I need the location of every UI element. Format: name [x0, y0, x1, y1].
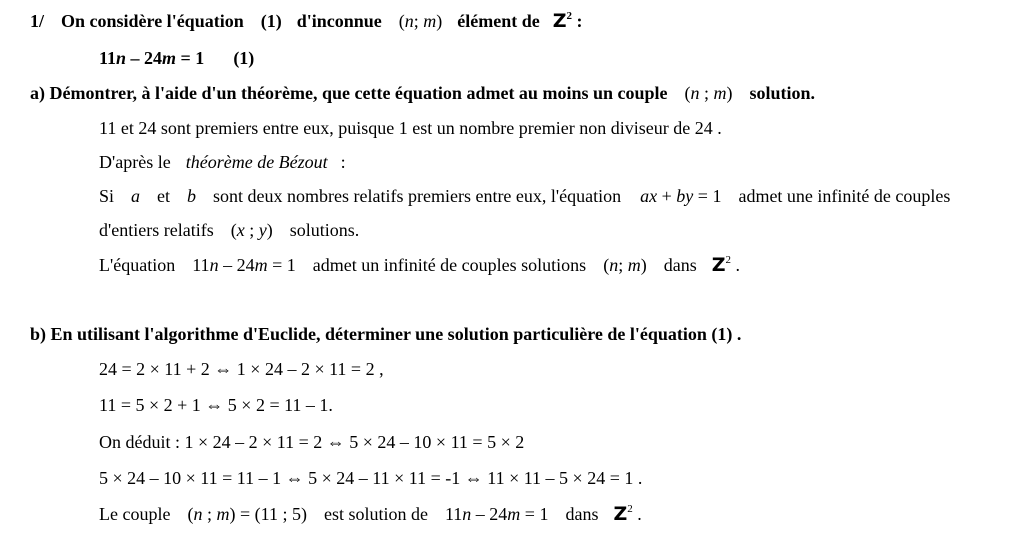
pair-xy: (x ; y) — [230, 220, 273, 240]
pair-nm: (n ; m) — [684, 83, 733, 103]
part-b-line-4: 5 × 24 – 10 × 11 = 11 – 1 ⇔ 5 × 24 – 11 × 11 = -1 ⇔ 11 × 11 – 5 × 24 = 1 . — [99, 468, 643, 488]
part-a-line-3: Si a et b sont deux nombres relatifs premiers entre eux, l'équation ax + by = 1 admet une infinité de couples — [99, 186, 951, 206]
part-b-line-3: On déduit : 1 × 24 – 2 × 11 = 2 ⇔ 5 × 24 – 10 × 11 = 5 × 2 — [99, 432, 525, 452]
integer-set-symbol: Z — [613, 503, 628, 525]
part-b-heading: b) En utilisant l'algorithme d'Euclide, déterminer une solution particulière de l'équation (1) . — [30, 324, 742, 344]
equation-reference: (1) — [260, 11, 282, 31]
solution-pair: (n ; m) = (11 ; 5) — [187, 504, 307, 524]
theorem-name: théorème de Bézout — [185, 152, 328, 172]
part-a-line-5: L'équation 11n – 24m = 1 admet un infinité de couples solutions (n; m) dans $Z^2$ . — [99, 254, 740, 276]
part-b-line-1: 24 = 2 × 11 + 2 ⇔ 1 × 24 – 2 × 11 = 2 , — [99, 359, 384, 379]
part-b-line-2: 11 = 5 × 2 + 1 ⇔ 5 × 2 = 11 – 1. — [99, 395, 333, 415]
question-number: 1/ — [30, 11, 45, 31]
part-b-line-5: Le couple (n ; m) = (11 ; 5) est solution de 11n – 24m = 1 dans $Z^2$ . — [99, 503, 642, 525]
bezout-equation: ax + by = 1 — [640, 186, 722, 206]
main-equation: 11n – 24m = 1 (1) — [99, 48, 255, 68]
part-a-line-2: D'après le théorème de Bézout : — [99, 152, 346, 172]
question-1-header: 1/ On considère l'équation (1) d'inconnue (n; m) élément de $Z^2$ : — [30, 10, 583, 32]
part-a-heading: a) Démontrer, à l'aide d'un théorème, que cette équation admet au moins un couple (n ; m) solution. — [30, 83, 816, 103]
part-a-line-1: 11 et 24 sont premiers entre eux, puisque 1 est un nombre premier non diviseur de 24 . — [99, 118, 722, 138]
integer-set-symbol: Z — [711, 254, 726, 276]
equation-label: (1) — [233, 48, 255, 68]
integer-set-symbol: Z — [552, 10, 567, 32]
unknown-pair: (n; m) — [398, 11, 443, 31]
part-a-line-4: d'entiers relatifs (x ; y) solutions. — [99, 220, 360, 240]
